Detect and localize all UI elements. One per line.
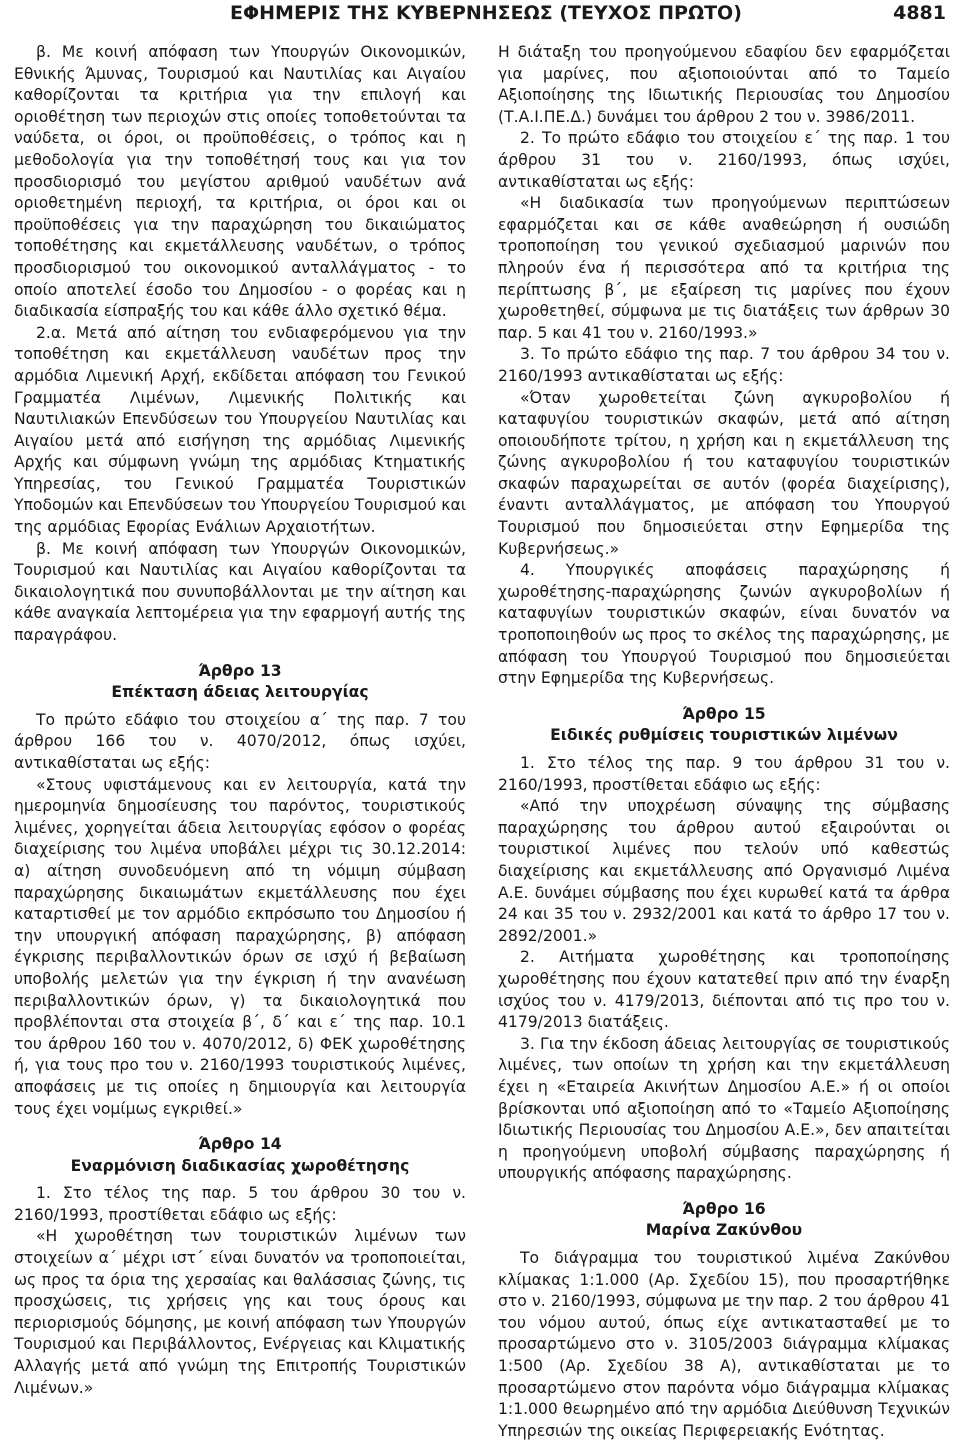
paragraph: 2.α. Μετά από αίτηση του ενδιαφερόμενου για την τοποθέτηση και εκμετάλλευση ναυδέτων προς την αρμόδια Λιμενική Αρχή, εκδίδεται απόφαση του Γενικού Γραμματέα Λιμένων, Λιμενικής Πολιτικής και Ναυτιλιακών Επενδύσεων του Υπουργείου Ναυτιλίας και Αιγαίου μετά από εισήγηση της αρμόδιας Λιμενικής Αρχής και σύμφωνη γνώμη της αρμόδιας Κτηματικής Υπηρεσίας, του Γενικού Γραμματέα Τουριστικών Υποδομών και Επενδύσεων του Υπουργείου Τουρισμού και της αρμόδιας Εφορίας Ενάλιων Αρχαιοτήτων. (14, 323, 466, 537)
gazette-title: ΕΦΗΜΕΡΙΣ ΤΗΣ ΚΥΒΕΡΝΗΣΕΩΣ (ΤΕΥΧΟΣ ΠΡΩΤΟ) (230, 2, 742, 24)
paragraph: β. Με κοινή απόφαση των Υπουργών Οικονομικών, Εθνικής Άμυνας, Τουρισμού και Ναυτιλίας και Αιγαίου καθορίζονται τα κριτήρια για την επιλογή και οριοθέτηση των περιοχών στις οποίες τοποθετούνται τα ναύδετα, οι όροι, οι προϋποθέσεις, ο τρόπος και η μεθοδολογία για την τοποθέτησή τους και για τον προσδιορισμό του μεγίστου αριθμού ναυδέτων ανά οριοθετημένη περιοχή, τα κριτήρια, οι όροι και οι προϋποθέσεις για την παραχώρηση του δικαιώματος τοποθέτησης και εκμετάλλευσης ναυδέτων, ο τρόπος προσδιορισμού του οικονομικού ανταλλάγματος - το οποίο αποτελεί έσοδο του Δημοσίου - ο φορέας και η διαδικασία είσπραξής του και κάθε άλλο σχετικό θέμα. (14, 43, 466, 321)
article-16-number: Άρθρο 16 (682, 1199, 766, 1218)
right-column (498, 42, 950, 1442)
paragraph: «Από την υποχρέωση σύναψης της σύμβασης παραχώρησης του άρθρου αυτού εξαιρούνται οι τουριστικοί λιμένες που τελούν υπό καθεστώς διαχείρισης και εκμετάλλευσης από Οργανισμό Λιμένα Α.Ε. δυνάμει σύμβασης που έχει κυρωθεί κατά τα άρθρα 24 και 35 του ν. 2932/2001 και κατά το άρθρο 17 του ν. 2892/2001.» (498, 797, 950, 945)
article-15-number: Άρθρο 15 (682, 704, 766, 723)
paragraph: «Η χωροθέτηση των τουριστικών λιμένων των στοιχείων α΄ μέχρι ιστ΄ είναι δυνατόν να τροποποιείται, ως προς τα όρια της χερσαίας και θαλάσσιας ζώνης, τις προσχώσεις, τις χρήσεις γης και τους όρους και περιορισμούς δόμησης, με κοινή απόφαση των Υπουργών Τουρισμού και Περιβάλλοντος, Ενέργειας και Κλιματικής Αλλαγής μετά από γνώμη της Επιτροπής Τουριστικών Λιμένων.» (14, 1227, 466, 1397)
paragraph: «Στους υφιστάμενους και εν λειτουργία, κατά την ημερομηνία δημοσίευσης του παρόντος, τουριστικούς λιμένες, χορηγείται άδεια λειτουργίας εφόσον ο φορέας διαχείρισης του λιμένα υποβάλει μέχρι τις 30.12.2014: α) αίτηση συνοδευόμενη από τη νόμιμη σύμβαση παραχώρησης δικαιωμάτων εκμετάλλευσης που έχει καταρτισθεί με τον αρμόδιο εκπρόσωπο του Δημοσίου ή την υπουργική απόφαση παραχώρησης, β) απόφαση έγκρισης περιβαλλοντικών όρων σε ισχύ ή βεβαίωση υποβολής μελετών για την έγκριση ή την ανανέωση περιβαλλοντικών όρων, γ) τα δικαιολογητικά που προβλέπονται στα στοιχεία β΄, δ΄ και ε΄ της παρ. 10.1 του άρθρου 160 του ν. 4070/2012, δ) ΦΕΚ χωροθέτησης ή, για τους προ του ν. 2160/1993 τουριστικούς λιμένες, αποφάσεις με τις οποίες η δημιουργία και λειτουργία τους έχει νομίμως εγκριθεί.» (14, 775, 466, 1118)
paragraph: 2. Το πρώτο εδάφιο του στοιχείου ε΄ της παρ. 1 του άρθρου 31 του ν. 2160/1993, όπως ισχύει, αντικαθίσταται ως εξής: (498, 129, 950, 191)
article-13-number: Άρθρο 13 (198, 661, 282, 680)
paragraph: Η διάταξη του προηγούμενου εδαφίου δεν εφαρμόζεται για μαρίνες, που αξιοποιούνται από το Ταμείο Αξιοποίησης της Ιδιωτικής Περιουσίας του Δημοσίου (Τ.Α.Ι.ΠΕ.Δ.) δυνάμει του άρθρου 2 του ν. 3986/2011. (498, 43, 950, 126)
paragraph: «Όταν χωροθετείται ζώνη αγκυροβολίου ή καταφυγίου τουριστικών σκαφών, μετά από αίτηση οποιουδήποτε τρίτου, η χρήση και η εκμετάλλευση της ζώνης αγκυροβολίου ή του καταφυγίου τουριστικών σκαφών παραχωρείται σε αυτόν (φορέα διαχείρισης), έναντι ανταλλάγματος, με απόφαση του Υπουργού Τουρισμού που δημοσιεύεται στην Εφημερίδα της Κυβερνήσεως.» (498, 388, 950, 558)
paragraph: «Η διαδικασία των προηγούμενων περιπτώσεων εφαρμόζεται και σε κάθε αναθεώρηση ή ουσιώδη τροποποίηση του γενικού σχεδιασμού μαρινών που πληρούν ένα ή περισσότερα από τα κριτήρια της περίπτωσης β΄, με εξαίρεση τις μαρίνες που έχουν χωροθετηθεί, σύμφωνα με τις διατάξεις των άρθρων 30 παρ. 5 και 41 του ν. 2160/1993.» (498, 194, 950, 342)
paragraph: Το πρώτο εδάφιο του στοιχείου α΄ της παρ. 7 του άρθρου 166 του ν. 4070/2012, όπως ισχύει, αντικαθίσταται ως εξής: (14, 710, 466, 772)
paragraph: 3. Το πρώτο εδάφιο της παρ. 7 του άρθρου 34 του ν. 2160/1993 αντικαθίσταται ως εξής: (498, 345, 950, 385)
article-14-number: Άρθρο 14 (198, 1135, 282, 1154)
left-column (14, 42, 466, 1399)
article-15-title: Ειδικές ρυθμίσεις τουριστικών λιμένων (550, 726, 898, 745)
article-14-title: Εναρμόνιση διαδικασίας χωροθέτησης (70, 1156, 410, 1175)
article-13-title: Επέκταση άδειας λειτουργίας (111, 683, 369, 702)
paragraph: 1. Στο τέλος της παρ. 9 του άρθρου 31 του ν. 2160/1993, προστίθεται εδάφιο ως εξής: (498, 754, 950, 794)
paragraph: 3. Για την έκδοση άδειας λειτουργίας σε τουριστικούς λιμένες, των οποίων τη χρήση και την εκμετάλλευση έχει η «Εταιρεία Ακινήτων Δημοσίου Α.Ε.» ή οι οποίοι βρίσκονται υπό αξιοποίηση από το «Ταμείο Αξιοποίησης Ιδιωτικής Περιουσίας του Δημοσίου Α.Ε.», δεν απαιτείται η προηγούμενη υποβολή σύμβασης παραχώρησης ή υπουργικής απόφασης παραχώρησης. (498, 1034, 950, 1183)
paragraph: Το διάγραμμα του τουριστικού λιμένα Ζακύνθου κλίμακας 1:1.000 (Αρ. Σχεδίου 15), που προσαρτήθηκε στο ν. 2160/1993, σύμφωνα με την παρ. 2 του άρθρου 41 του νόμου αυτού, όπως είχε αντικατασταθεί με το προσαρτώμενο στο ν. 3105/2003 διάγραμμα κλίμακας 1:500 (Αρ. Σχεδίου 38 Α), αντικαθίσταται με το προσαρτώμενο στον παρόντα νόμο διάγραμμα κλίμακας 1:1.000 θεωρημένο από την αρμόδια Διεύθυνση Τεχνικών Υπηρεσιών της οικείας Περιφερειακής Ενότητας. (498, 1249, 950, 1440)
article-16-title: Μαρίνα Ζακύνθου (645, 1221, 803, 1240)
paragraph: β. Με κοινή απόφαση των Υπουργών Οικονομικών, Τουρισμού και Ναυτιλίας και Αιγαίου καθορίζονται τα δικαιολογητικά που συνυποβάλλονται με την αίτηση και κάθε αναγκαία λεπτομέρεια για την εφαρμογή αυτής της παραγράφου. (14, 539, 466, 645)
page-number: 4881 (893, 2, 946, 24)
paragraph: 4. Υπουργικές αποφάσεις παραχώρησης ή χωροθέτησης-παραχώρησης ζωνών αγκυροβολίων ή καταφυγίων τουριστικών σκαφών, είναι δυνατόν να τροποποιηθούν ως προς το σκέλος της παραχώρησης, με απόφαση του Υπουργού Τουρισμού που δημοσιεύεται στην Εφημερίδα της Κυβερνήσεως. (498, 561, 950, 688)
paragraph: 1. Στο τέλος της παρ. 5 του άρθρου 30 του ν. 2160/1993, προστίθεται εδάφιο ως εξής: (14, 1184, 466, 1224)
page-header (0, 0, 960, 28)
paragraph: 2. Αιτήματα χωροθέτησης και τροποποίησης χωροθέτησης που έχουν κατατεθεί πριν από την έναρξη ισχύος του ν. 4179/2013, διέπονται από τις προ του ν. 4179/2013 διατάξεις. (498, 948, 950, 1032)
